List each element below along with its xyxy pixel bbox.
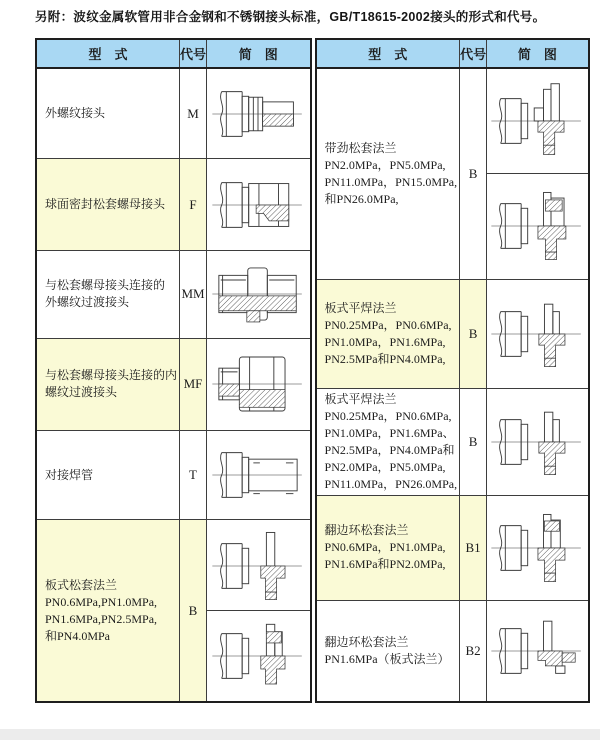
type-text-line: 和PN26.0MPa, [324, 191, 399, 206]
fitting-diagram [487, 601, 588, 701]
code-cell [180, 338, 207, 431]
type-text-line: 翻边环松套法兰 [324, 523, 409, 537]
male-female-adapter-diagram [210, 343, 306, 425]
code-cell [460, 388, 487, 495]
sketch-cell [487, 279, 589, 388]
code-text: B [468, 433, 478, 449]
col-header-code: 代号 [180, 39, 207, 68]
table-row [36, 159, 311, 251]
col-header-sketch: 简 图 [207, 39, 311, 68]
type-text-line: PN2.0MPa，PN5.0MPa, [324, 157, 446, 172]
col-header-type: 型 式 [36, 39, 180, 68]
col-header-code: 代号 [460, 39, 487, 68]
fitting-diagram [207, 432, 310, 518]
fitting-diagram [207, 160, 310, 249]
plate-loose-flange-a-diagram [210, 525, 306, 607]
table-row [36, 338, 311, 431]
code-cell [460, 68, 487, 279]
type-text-line: PN1.6MPa,PN2.5MPa, [45, 611, 158, 626]
type-text-line: PN11.0MPa，PN26.0MPa, [324, 476, 458, 491]
sketch-cell [207, 338, 311, 431]
fitting-diagram [487, 392, 588, 491]
type-cell [36, 431, 180, 520]
type-text-line: PN0.25MPa，PN0.6MPa, [324, 317, 452, 332]
type-text-line: 翻边环松套法兰 [324, 634, 409, 649]
type-cell [36, 159, 180, 251]
fittings-table-right [315, 38, 590, 703]
type-cell [36, 250, 180, 338]
code-text: B [468, 325, 478, 341]
table-row [36, 250, 311, 338]
male-male-nipple-diagram [210, 253, 306, 335]
table-row [316, 68, 589, 279]
type-text-line: PN2.5MPa和PN4.0MPa, [324, 351, 446, 366]
table-row [316, 495, 589, 600]
code-cell [180, 159, 207, 251]
sketch-cell [487, 68, 589, 279]
type-cell [36, 68, 180, 159]
sketch-cell [207, 159, 311, 251]
page-title: 另附：波纹金属软管用非合金钢和不锈钢接头标准，GB/T18615-2002接头的形式和代号。 [35, 10, 546, 24]
type-text-line: 与松套螺母接头连接的 [45, 278, 166, 293]
lapped-ring-plate-flange-diagram [489, 610, 585, 692]
code-text: M [187, 105, 199, 121]
type-text-line: PN2.0MPa，PN5.0MPa, [324, 459, 446, 474]
sketch-cell [207, 520, 311, 702]
sketch-cell [487, 600, 589, 702]
type-text-line: 板式平焊法兰 [324, 300, 397, 315]
type-cell [316, 388, 460, 495]
type-cell [316, 68, 460, 279]
fitting-diagram [487, 69, 588, 173]
type-cell [36, 520, 180, 702]
col-header-type: 型 式 [316, 39, 460, 68]
neck-loose-flange-b-diagram [489, 185, 585, 267]
fitting-diagram [207, 521, 310, 610]
code-text: F [189, 196, 197, 212]
type-text-line: PN1.6MPa（板式法兰） [324, 651, 450, 666]
type-text-line: 螺纹过渡接头 [45, 385, 118, 400]
fitting-diagram [487, 496, 588, 599]
header-row [316, 39, 589, 68]
type-text-line: 和PN4.0MPa [45, 628, 111, 643]
type-text-line: PN0.6MPa，PN1.0MPa, [324, 540, 446, 554]
flat-weld-flange-diagram [489, 401, 585, 483]
header-row [36, 39, 311, 68]
flat-weld-flange-diagram [489, 293, 585, 375]
code-text: T [189, 467, 197, 483]
code-text: MF [183, 376, 203, 392]
fitting-diagram [487, 280, 588, 387]
sketch-cell [207, 431, 311, 520]
lapped-ring-loose-flange-diagram [489, 507, 585, 589]
table-row [36, 431, 311, 520]
code-cell [460, 279, 487, 388]
sketch-cell [487, 495, 589, 600]
type-text-line: 板式松套法兰 [45, 577, 118, 592]
butt-weld-tube-diagram [210, 434, 306, 516]
fitting-diagram [207, 610, 310, 700]
type-text-line: 与松套螺母接头连接的内 [45, 368, 178, 383]
plate-loose-flange-b-diagram [210, 615, 306, 697]
sketch-cell [487, 388, 589, 495]
fitting-diagram [207, 252, 310, 337]
fitting-diagram [487, 173, 588, 278]
type-cell [316, 279, 460, 388]
fitting-diagram [207, 339, 310, 429]
type-text-line: PN2.5MPa，PN4.0MPa和 [324, 442, 455, 457]
code-text: MM [181, 286, 205, 302]
type-text-line: 板式平焊法兰 [324, 391, 397, 406]
sketch-cell [207, 250, 311, 338]
table-row [316, 279, 589, 388]
type-text-line: PN0.25MPa，PN0.6MPa, [324, 408, 452, 423]
table-row [36, 68, 311, 159]
code-text: B [468, 165, 478, 181]
code-text: B2 [465, 642, 481, 658]
type-text-line: PN1.6MPa和PN2.0MPa, [324, 557, 446, 571]
sketch-cell [207, 68, 311, 159]
type-text-line: 外螺纹过渡接头 [45, 295, 130, 310]
type-text-line: 外螺纹接头 [45, 106, 106, 121]
swivel-nut-fitting-diagram [210, 164, 306, 246]
col-header-sketch: 简 图 [487, 39, 589, 68]
type-text-line: PN1.0MPa，PN1.6MPa、 [324, 425, 455, 440]
code-cell [460, 495, 487, 600]
type-text-line: PN11.0MPa，PN15.0MPa, [324, 174, 458, 189]
code-cell [180, 431, 207, 520]
type-text-line: PN0.6MPa,PN1.0MPa, [45, 594, 158, 609]
type-text-line: 带劲松套法兰 [324, 140, 397, 155]
code-cell [460, 600, 487, 702]
type-cell [316, 600, 460, 702]
fittings-table-left [35, 38, 312, 703]
code-cell [180, 68, 207, 159]
code-cell [180, 520, 207, 702]
type-cell [36, 338, 180, 431]
type-cell [316, 495, 460, 600]
neck-loose-flange-a-diagram [489, 80, 585, 162]
code-text: B [188, 602, 198, 618]
table-row [316, 388, 589, 495]
code-cell [180, 250, 207, 338]
male-thread-fitting-diagram [210, 73, 306, 155]
fittings-tables [35, 38, 590, 703]
code-text: B1 [465, 539, 481, 555]
type-text-line: PN1.0MPa，PN1.6MPa, [324, 334, 446, 349]
type-text-line: 对接焊管 [45, 467, 94, 482]
table-row [316, 600, 589, 702]
fitting-diagram [207, 70, 310, 158]
type-text-line: 球面密封松套螺母接头 [45, 197, 166, 212]
table-row [36, 520, 311, 702]
page-bottom-edge [0, 729, 600, 740]
